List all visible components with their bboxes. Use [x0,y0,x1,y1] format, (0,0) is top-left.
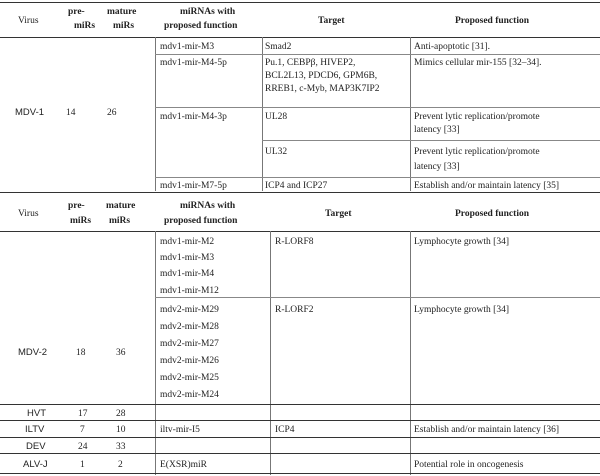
hvt-mature: 28 [116,409,126,419]
iltv-mature: 10 [116,425,126,435]
rule-dev [0,453,600,454]
mdv1-row5-function: Establish and/or maintain latency [35] [414,181,560,191]
mdv1-row1-target: Smad2 [265,42,292,52]
header1-pre-2: miRs [74,21,96,31]
iltv-pre: 7 [80,425,85,435]
mdv1-row5-mirna: mdv1-mir-M7-5p [160,181,227,191]
mdv1-row3-target: UL28 [265,112,288,122]
alvj-pre: 1 [80,460,85,470]
vrule-mdv1-a [155,37,156,191]
iltv-mirna: iltv-mir-I5 [160,425,200,435]
rule-hvt [0,420,600,421]
dev-virus: DEV [26,441,46,452]
header2-pre-1: pre- [68,201,85,211]
dev-pre: 24 [78,442,88,452]
mdv2-mature: 36 [116,348,126,358]
mdv2-pre: 18 [76,348,86,358]
rule-top [0,2,600,3]
mdv1-pre: 14 [66,108,76,118]
rule-mdv1-r3 [262,140,600,141]
mdv2-g2-mirna-1: mdv2-mir-M29 [160,305,219,315]
alvj-mirna: E(XSR)miR [160,460,207,470]
header2-mirnas-1: miRNAs with [180,201,236,211]
vrule-lower-a [155,231,156,475]
alvj-function: Potential role in oncogenesis [414,460,524,470]
mdv1-row2-target-1: Pu.1, CEBPβ, HIVEP2, [265,58,356,68]
header2-mature-2: miRs [109,216,131,226]
iltv-virus: ILTV [25,424,45,435]
mdv2-g2-mirna-3: mdv2-mir-M27 [160,339,219,349]
mdv1-row2-function: Mimics cellular mir-155 [32–34]. [414,58,542,68]
header2-mirnas-2: proposed function [164,216,238,226]
header1-target: Target [318,16,345,26]
rule-header1 [0,37,600,38]
mdv2-virus: MDV-2 [18,347,48,358]
mdv2-g1-mirna-4: mdv1-mir-M12 [160,286,219,296]
hvt-virus: HVT [27,408,46,419]
alvj-mature: 2 [118,460,123,470]
rule-mdv1-r1 [155,54,600,55]
header2-target: Target [325,209,352,219]
rule-mdv1-end [0,192,600,193]
header1-pre-1: pre- [68,7,85,17]
vrule-lower-b [270,231,271,475]
mdv2-g1-target: R-LORF8 [275,237,314,247]
mdv2-g2-function: Lymphocyte growth [34] [414,305,509,315]
dev-mature: 33 [116,442,126,452]
iltv-target: ICP4 [275,425,295,435]
mdv2-g2-mirna-5: mdv2-mir-M25 [160,373,219,383]
mdv1-row5-target: ICP4 and ICP27 [265,181,328,191]
mdv1-row3-function-2: latency [33] [414,125,460,135]
mdv1-row4-function-2: latency [33] [414,162,460,172]
rule-mdv2-end [0,404,600,405]
mdv2-g1-mirna-2: mdv1-mir-M3 [160,253,215,263]
header1-mirnas-2: proposed function [164,21,238,31]
rule-bottom [0,473,600,474]
mdv2-g1-mirna-1: mdv1-mir-M2 [160,237,215,247]
mdv1-row3-mirna: mdv1-mir-M4-3p [160,112,227,122]
header1-mature-1: mature [107,7,137,17]
mdv1-row1-function: Anti-apoptotic [31]. [414,42,490,52]
header2-function: Proposed function [455,209,529,219]
vrule-mdv1-c [410,37,411,191]
mdv2-g2-mirna-6: mdv2-mir-M24 [160,390,219,400]
mdv1-row3-function-1: Prevent lytic replication/promote [414,112,540,122]
vrule-mdv1-b [262,37,263,191]
header1-virus: Virus [18,16,39,26]
rule-header2 [0,231,600,232]
mdv2-g2-mirna-2: mdv2-mir-M28 [160,322,219,332]
mdv1-row4-function-1: Prevent lytic replication/promote [414,147,540,157]
hvt-pre: 17 [78,409,88,419]
mdv1-row1-mirna: mdv1-mir-M3 [160,42,215,52]
rule-mdv2-g1 [155,297,600,298]
mdv2-g2-mirna-4: mdv2-mir-M26 [160,356,219,366]
header1-mature-2: miRs [113,21,135,31]
header1-function: Proposed function [455,16,529,26]
mdv1-virus: MDV-1 [15,107,45,118]
rule-iltv [0,437,600,438]
header1-mirnas-1: miRNAs with [180,7,236,17]
vrule-lower-c [410,231,411,475]
mdv1-mature: 26 [107,108,117,118]
iltv-function: Establish and/or maintain latency [36] [414,425,560,435]
header2-mature-1: mature [106,201,136,211]
alvj-virus: ALV-J [23,459,48,470]
mdv2-g1-function: Lymphocyte growth [34] [414,237,509,247]
mdv1-row4-target: UL32 [265,147,288,157]
mdv1-row2-target-2: BCL2L13, PDCD6, GPM6B, [265,71,378,81]
mdv2-g1-mirna-3: mdv1-mir-M4 [160,269,215,279]
header2-pre-2: miRs [70,216,92,226]
mdv1-row2-target-3: RREB1, c-Myb, MAP3K7IP2 [265,84,380,94]
mdv2-g2-target: R-LORF2 [275,305,314,315]
rule-mdv1-r4 [155,177,600,178]
mdv1-row2-mirna: mdv1-mir-M4-5p [160,58,227,68]
header2-virus: Virus [18,209,39,219]
rule-mdv1-r2 [155,107,600,108]
